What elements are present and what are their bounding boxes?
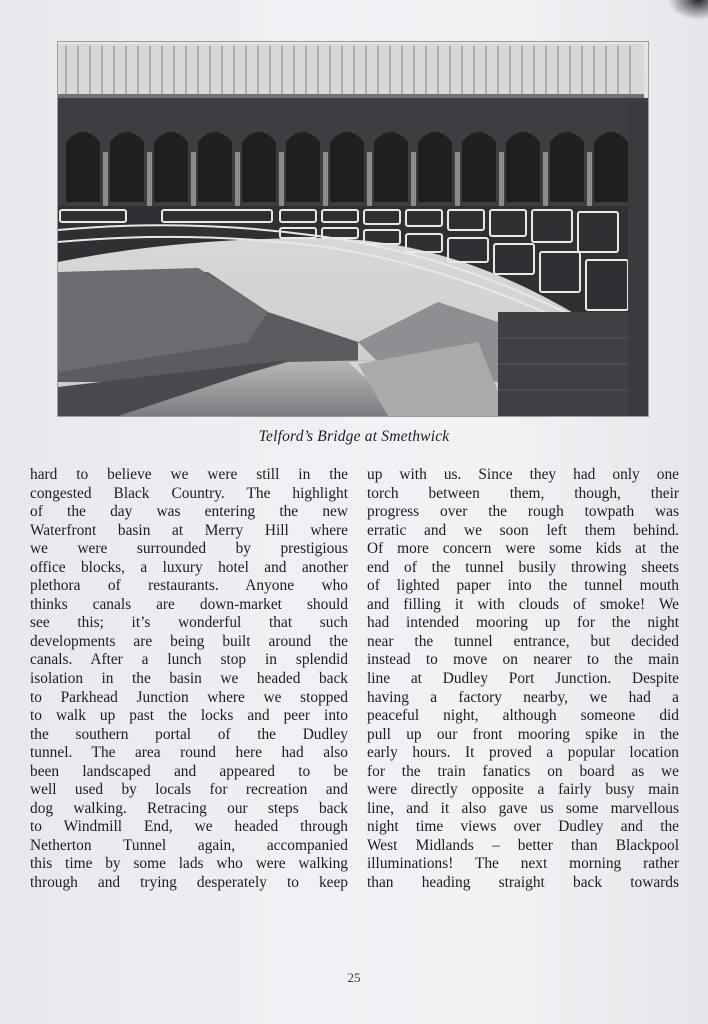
text-line: near the tunnel entrance, but decided bbox=[367, 632, 679, 650]
text-line: well used by locals for recreation and bbox=[30, 781, 348, 799]
page-number: 25 bbox=[347, 970, 361, 985]
bridge-illustration bbox=[58, 42, 648, 416]
text-line: line at Dudley Port Junction. Despite bbox=[367, 670, 679, 688]
text-line: been landscaped and appeared to be bbox=[30, 762, 348, 780]
text-line: West Midlands – better than Blackpool bbox=[367, 836, 679, 854]
photo-caption: Telford’s Bridge at Smethwick bbox=[258, 428, 450, 445]
text-line: than heading straight back towards bbox=[367, 874, 679, 892]
text-line: end of the tunnel busily throwing sheets bbox=[367, 558, 679, 576]
text-line: had intended mooring up for the night bbox=[367, 614, 679, 632]
text-line: up with us. Since they had only one bbox=[367, 466, 679, 483]
text-line: hard to believe we were still in the bbox=[30, 466, 348, 483]
text-line: for the train fanatics on board as we bbox=[367, 762, 679, 780]
text-line: torch between them, though, their bbox=[367, 484, 679, 502]
text-line: Of more concern were some kids at the bbox=[367, 540, 679, 558]
text-line: peaceful night, although someone did bbox=[367, 707, 679, 725]
text-line: early hours. It proved a popular location bbox=[367, 744, 679, 762]
text-line: Netherton Tunnel again, accompanied bbox=[30, 836, 348, 854]
text-line: Waterfront basin at Merry Hill where bbox=[30, 521, 348, 539]
text-line: were directly opposite a fairly busy main bbox=[367, 781, 679, 799]
text-line: of the day was entering the new bbox=[30, 503, 348, 521]
text-line: dog walking. Retracing our steps back bbox=[30, 799, 348, 817]
text-line: congested Black Country. The highlight bbox=[30, 484, 348, 502]
text-line: see this; it’s wonderful that such bbox=[30, 614, 348, 632]
text-line: illuminations! The next morning rather bbox=[367, 855, 679, 873]
text-line: to Parkhead Junction where we stopped bbox=[30, 688, 348, 706]
text-line: we were surrounded by prestigious bbox=[30, 540, 348, 558]
text-line: canals. After a lunch stop in splendid bbox=[30, 651, 348, 669]
text-line: progress over the rough towpath was bbox=[367, 503, 679, 521]
text-line: isolation in the basin we headed back bbox=[30, 670, 348, 688]
text-line: thinks canals are down-market should bbox=[30, 595, 348, 613]
text-line: tunnel. The area round here had also bbox=[30, 744, 348, 762]
text-line: and filling it with clouds of smoke! We bbox=[367, 595, 679, 613]
text-line: to walk up past the locks and peer into bbox=[30, 707, 348, 725]
corner-shadow bbox=[668, 0, 708, 20]
text-line: developments are being built around the bbox=[30, 632, 348, 650]
text-line: to Windmill End, we headed through bbox=[30, 818, 348, 836]
left-text-column bbox=[30, 466, 348, 893]
text-line: erratic and we soon left them behind. bbox=[367, 521, 679, 539]
text-line: of lighted paper into the tunnel mouth bbox=[367, 577, 679, 595]
text-line: office blocks, a luxury hotel and another bbox=[30, 558, 348, 576]
text-line: pull up our front mooring spike in the bbox=[367, 725, 679, 743]
text-line: line, and it also gave us some marvellous bbox=[367, 799, 679, 817]
text-line: the southern portal of the Dudley bbox=[30, 725, 348, 743]
text-line: instead to move on nearer to the main bbox=[367, 651, 679, 669]
text-line: this time by some lads who were walking bbox=[30, 855, 348, 873]
right-text-column bbox=[367, 466, 679, 893]
text-line: plethora of restaurants. Anyone who bbox=[30, 577, 348, 595]
text-line: night time views over Dudley and the bbox=[367, 818, 679, 836]
text-line: through and trying desperately to keep bbox=[30, 874, 348, 892]
bridge-photograph bbox=[58, 42, 648, 416]
text-line: having a factory nearby, we had a bbox=[367, 688, 679, 706]
